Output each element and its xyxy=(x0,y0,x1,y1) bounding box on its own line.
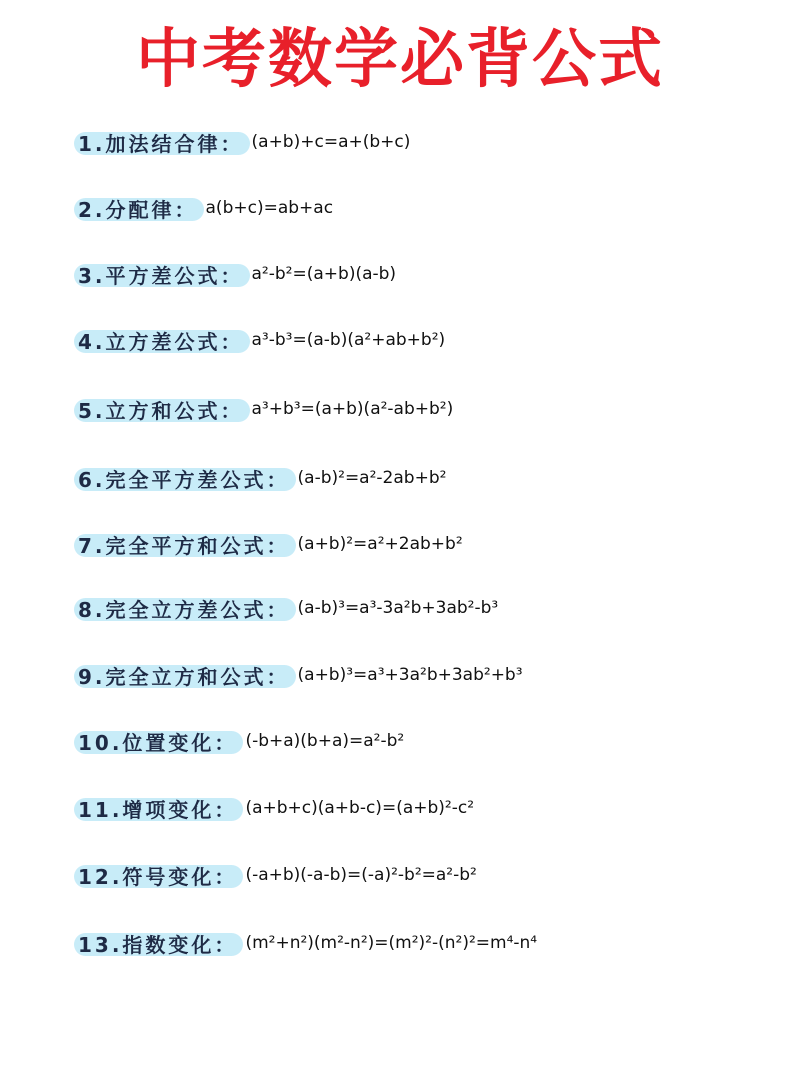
formula-item-9 xyxy=(74,655,523,695)
formula-label: 13.指数变化： xyxy=(74,929,243,958)
formula-label: 6.完全平方差公式： xyxy=(74,464,296,493)
formula-expression: (a-b)²=a²-2ab+b² xyxy=(297,468,447,488)
formula-item-5 xyxy=(74,389,453,429)
formula-label: 7.完全平方和公式： xyxy=(74,530,296,559)
formula-expression: (a+b)³=a³+3a²b+3ab²+b³ xyxy=(297,665,523,685)
formula-expression: (a+b)+c=a+(b+c) xyxy=(251,132,411,152)
formula-item-8 xyxy=(74,588,498,628)
formula-label: 1.加法结合律： xyxy=(74,128,250,157)
formula-label: 8.完全立方差公式： xyxy=(74,594,296,623)
formula-label: 4.立方差公式： xyxy=(74,326,250,355)
formula-item-10 xyxy=(74,721,404,761)
formula-expression: (-a+b)(-a-b)=(-a)²-b²=a²-b² xyxy=(245,865,477,885)
formula-expression: a³+b³=(a+b)(a²-ab+b²) xyxy=(251,399,454,419)
formula-item-12 xyxy=(74,855,477,895)
formula-item-6 xyxy=(74,458,446,498)
formula-label: 9.完全立方和公式： xyxy=(74,661,296,690)
formula-item-1 xyxy=(74,122,410,162)
formula-expression: (m²+n²)(m²-n²)=(m²)²-(n²)²=m⁴-n⁴ xyxy=(245,933,538,953)
formula-label: 2.分配律： xyxy=(74,194,204,223)
formula-label: 11.增项变化： xyxy=(74,794,243,823)
formula-expression: (a-b)³=a³-3a²b+3ab²-b³ xyxy=(297,598,499,618)
formula-label: 10.位置变化： xyxy=(74,727,243,756)
page-title: 中考数学必背公式 xyxy=(136,23,664,97)
formula-expression: a²-b²=(a+b)(a-b) xyxy=(251,264,397,284)
formula-item-4 xyxy=(74,320,445,360)
formula-item-2 xyxy=(74,188,333,228)
formula-expression: (-b+a)(b+a)=a²-b² xyxy=(245,731,405,751)
formula-expression: a(b+c)=ab+ac xyxy=(205,198,334,218)
formula-item-3 xyxy=(74,254,396,294)
formula-label: 3.平方差公式： xyxy=(74,260,250,289)
formula-expression: a³-b³=(a-b)(a²+ab+b²) xyxy=(251,330,446,350)
formula-expression: (a+b+c)(a+b-c)=(a+b)²-c² xyxy=(245,798,475,818)
formula-item-13 xyxy=(74,923,537,963)
formula-label: 12.符号变化： xyxy=(74,861,243,890)
formula-expression: (a+b)²=a²+2ab+b² xyxy=(297,534,463,554)
formula-item-7 xyxy=(74,524,463,564)
formula-item-11 xyxy=(74,788,474,828)
formula-label: 5.立方和公式： xyxy=(74,395,250,424)
